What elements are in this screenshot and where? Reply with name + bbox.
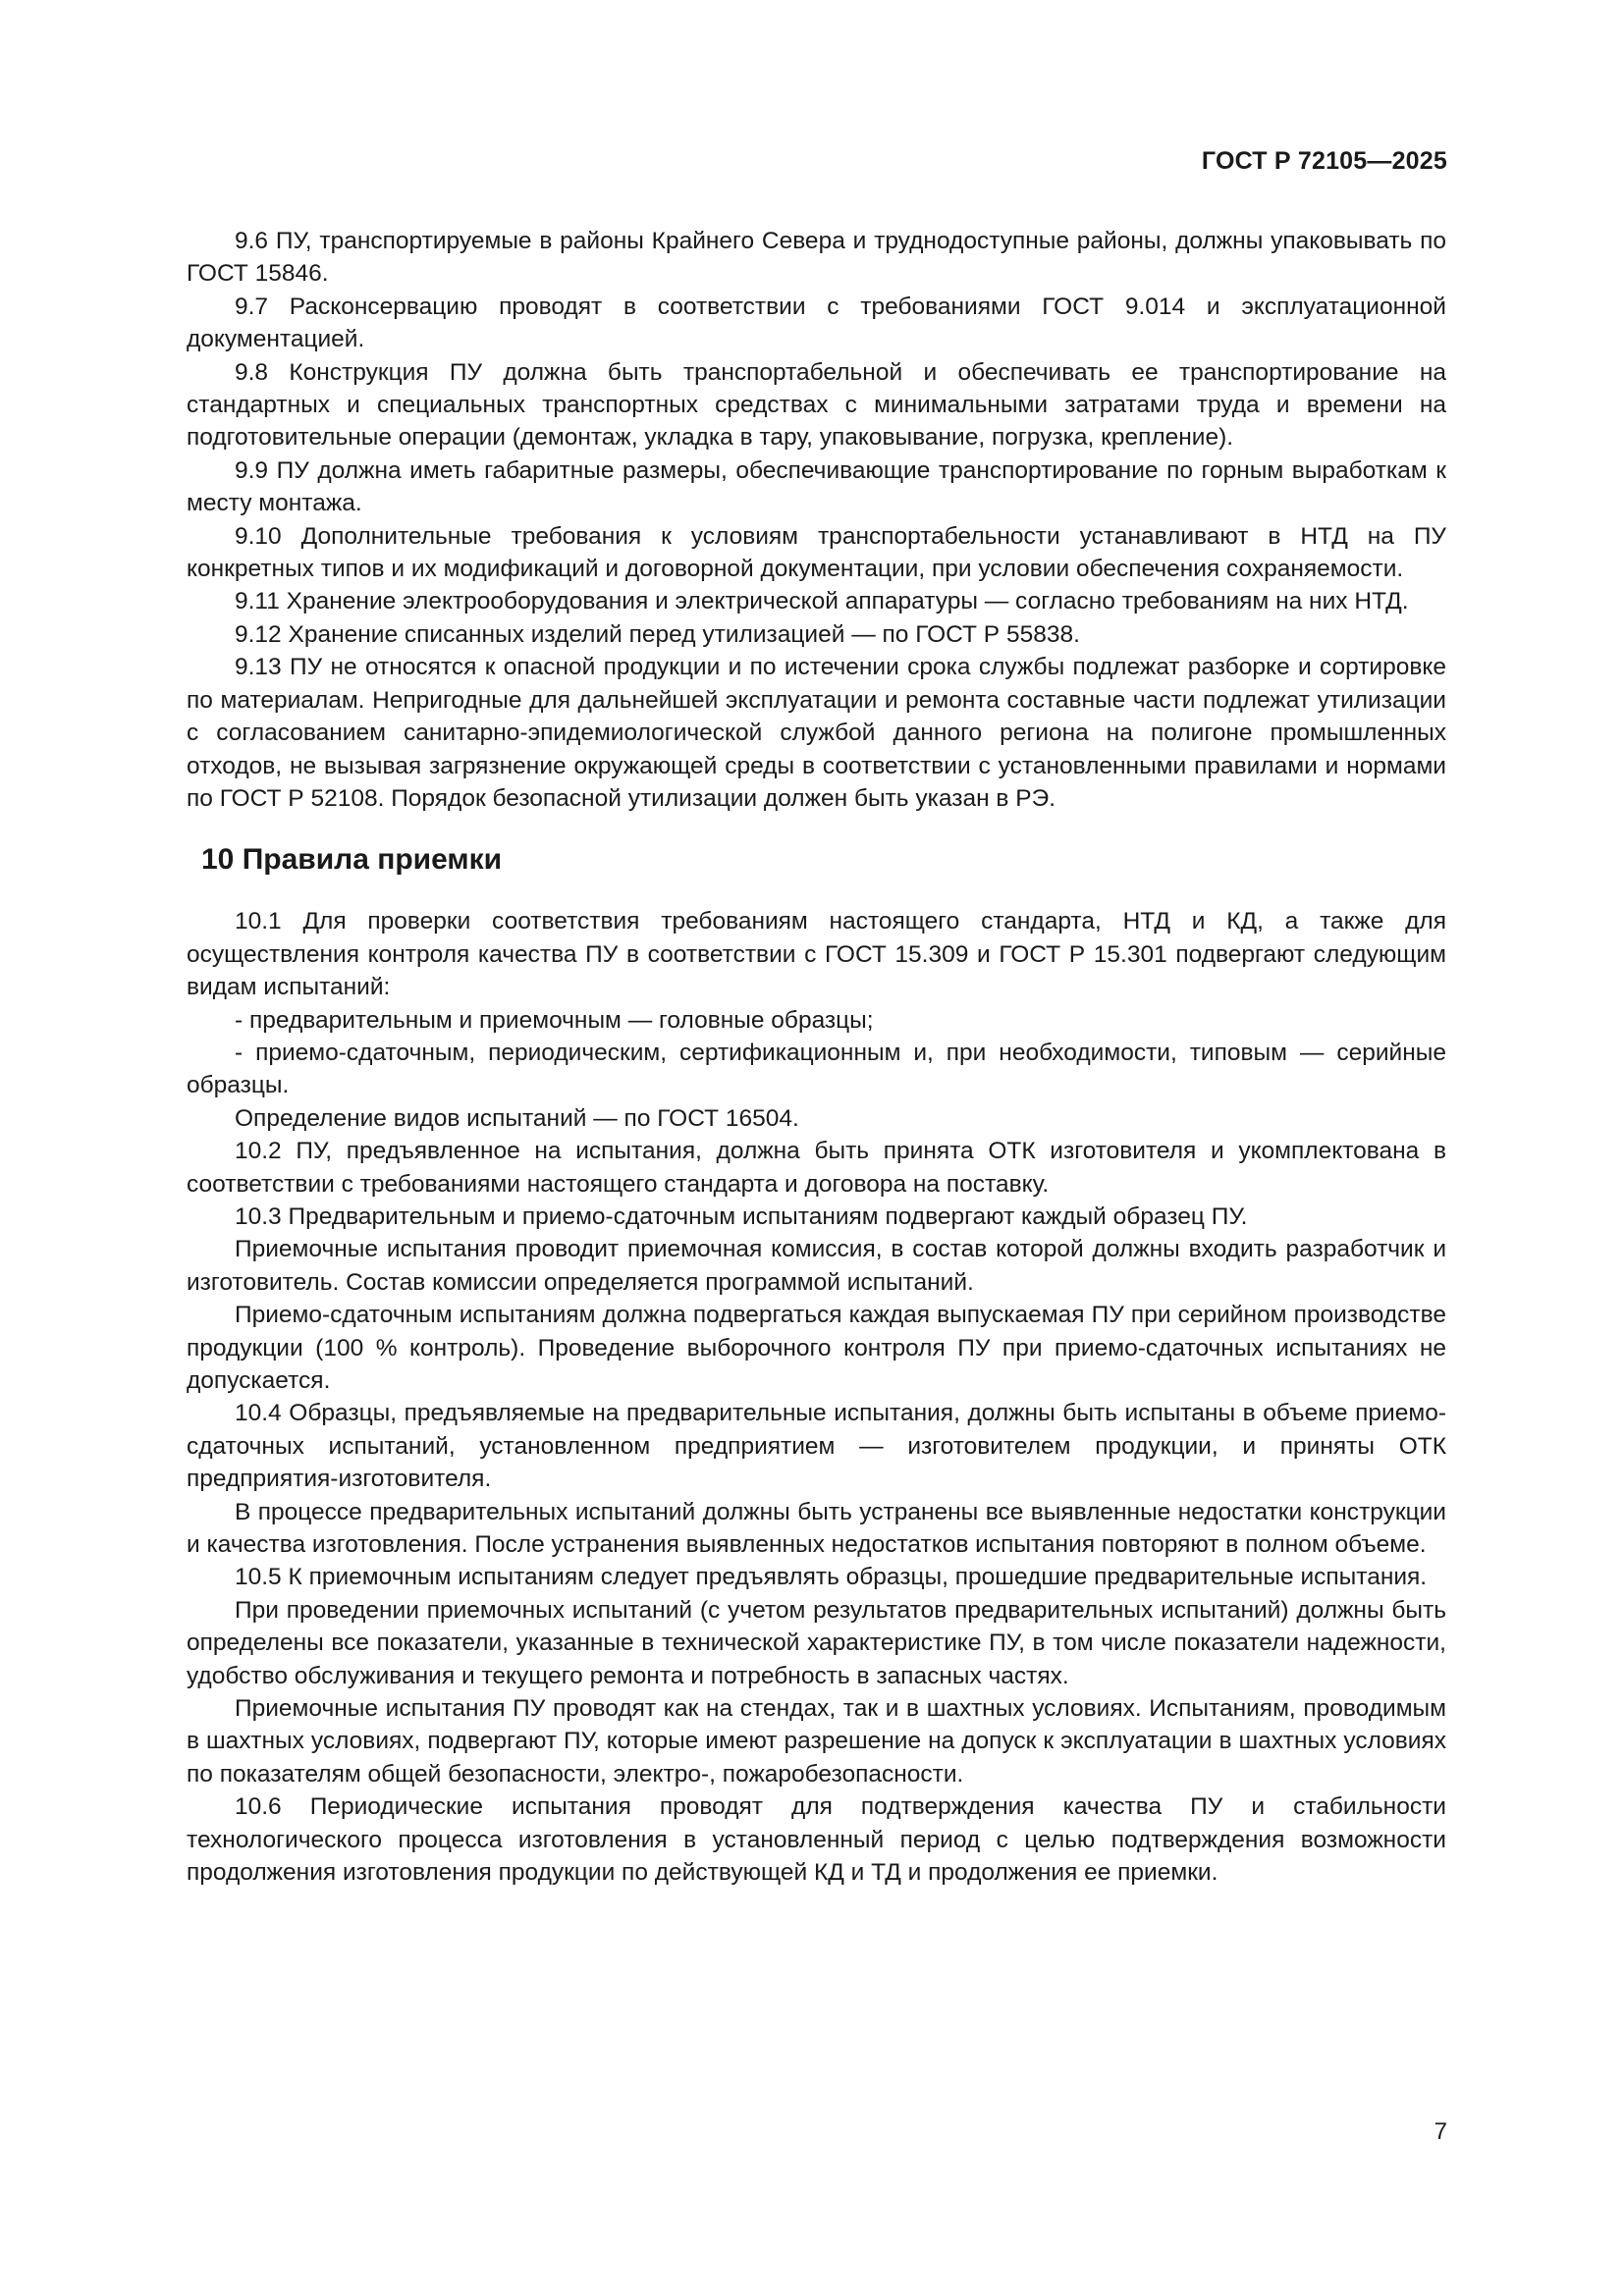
list-item: - предварительным и приемочным — головные образцы; xyxy=(235,1006,874,1034)
clause-9-13: 9.13 ПУ не относятся к опасной продукции и по истечении срока службы подлежат разборке и сортировке по материалам. Непригодные для дальнейшей эксплуатации и ремонта составные части подлежат утилизации с согласованием санитарно-эпидемиологической службой данного региона на полигоне промышленных отходов, не вызывая загрязнение окружающей среды в соответствии с установленными правилами и нормами по ГОСТ Р 52108. Порядок безопасной утилизации должен быть указан в РЭ. xyxy=(187,654,1446,812)
page-number: 7 xyxy=(1434,2118,1447,2145)
clause-10-4: 10.4 Образцы, предъявляемые на предварительные испытания, должны быть испытаны в объеме приемо-сдаточных испытаний, установленном предприятием — изготовителем продукции, и приняты ОТК предприятия-изготовителя. xyxy=(187,1400,1446,1493)
clause-10-1: 10.1 Для проверки соответствия требованиям настоящего стандарта, НТД и КД, а также для осуществления контроля качества ПУ в соответствии с ГОСТ 15.309 и ГОСТ Р 15.301 подвергают следующим видам испытаний: xyxy=(187,908,1446,1001)
paragraph: В процессе предварительных испытаний должны быть устранены все выявленные недостатки конструкции и качества изготовления. После устранения выявленных недостатков испытания повторяют в полном объеме. xyxy=(187,1498,1446,1559)
clause-9-10: 9.10 Дополнительные требования к условиям транспортабельности устанавливают в НТД на ПУ конкретных типов и их модификаций и договорной документации, при условии обеспечения сохраняемости. xyxy=(187,522,1446,583)
clause-9-7: 9.7 Расконсервацию проводят в соответствии с требованиями ГОСТ 9.014 и эксплуатационной документацией. xyxy=(187,293,1446,353)
paragraph: Приемо-сдаточным испытаниям должна подвергаться каждая выпускаемая ПУ при серийном производстве продукции (100 % контроль). Проведение выборочного контроля ПУ при приемо-сдаточных испытаниях не допускается. xyxy=(187,1302,1446,1394)
clause-10-6: 10.6 Периодические испытания проводят для подтверждения качества ПУ и стабильности технологического процесса изготовления в установленный период с целью подтверждения возможности продолжения изготовления продукции по действующей КД и ТД и продолжения ее приемки. xyxy=(187,1793,1446,1887)
clause-9-12: 9.12 Хранение списанных изделий перед утилизацией — по ГОСТ Р 55838. xyxy=(235,620,1080,648)
clause-10-5: 10.5 К приемочным испытаниям следует предъявлять образцы, прошедшие предварительные испытания. xyxy=(235,1564,1428,1591)
document-body xyxy=(187,225,1446,1890)
paragraph: Приемочные испытания ПУ проводят как на стендах, так и в шахтных условиях. Испытаниям, проводимым в шахтных условиях, подвергают ПУ, которые имеют разрешение на допуск к эксплуатации в шахтных условиях по показателям общей безопасности, электро-, пожаробезопасности. xyxy=(187,1695,1446,1788)
clause-9-11: 9.11 Хранение электрооборудования и электрической аппаратуры — согласно требованиям на них НТД. xyxy=(235,588,1409,615)
clause-10-3: 10.3 Предварительным и приемо-сдаточным испытаниям подвергают каждый образец ПУ. xyxy=(235,1202,1248,1230)
paragraph: Приемочные испытания проводит приемочная комиссия, в состав которой должны входить разработчик и изготовитель. Состав комиссии определяется программой испытаний. xyxy=(187,1236,1446,1296)
clause-9-8: 9.8 Конструкция ПУ должна быть транспортабельной и обеспечивать ее транспортирование на стандартных и специальных транспортных средствах с минимальными затратами труда и времени на подготовительные операции (демонтаж, укладка в тару, упаковывание, погрузка, крепление). xyxy=(187,358,1446,452)
paragraph: При проведении приемочных испытаний (с учетом результатов предварительных испытаний) должны быть определены все показатели, указанные в технической характеристике ПУ, в том числе показатели надежности, удобство обслуживания и текущего ремонта и потребность в запасных частях. xyxy=(187,1596,1446,1689)
clause-9-9: 9.9 ПУ должна иметь габаритные размеры, обеспечивающие транспортирование по горным выработкам к месту монтажа. xyxy=(187,456,1446,517)
paragraph: Определение видов испытаний — по ГОСТ 16504. xyxy=(235,1104,799,1132)
document-header: ГОСТ Р 72105—2025 xyxy=(1201,147,1447,175)
clause-9-6: 9.6 ПУ, транспортируемые в районы Крайнего Севера и труднодоступные районы, должны упаковывать по ГОСТ 15846. xyxy=(187,228,1446,288)
list-item: - приемо-сдаточным, периодическим, сертификационным и, при необходимости, типовым — серийные образцы. xyxy=(187,1039,1446,1099)
section-title: 10 Правила приемки xyxy=(201,843,503,877)
clause-10-2: 10.2 ПУ, предъявленное на испытания, должна быть принята ОТК изготовителя и укомплектована в соответствии с требованиями настоящего стандарта и договора на поставку. xyxy=(187,1138,1446,1198)
